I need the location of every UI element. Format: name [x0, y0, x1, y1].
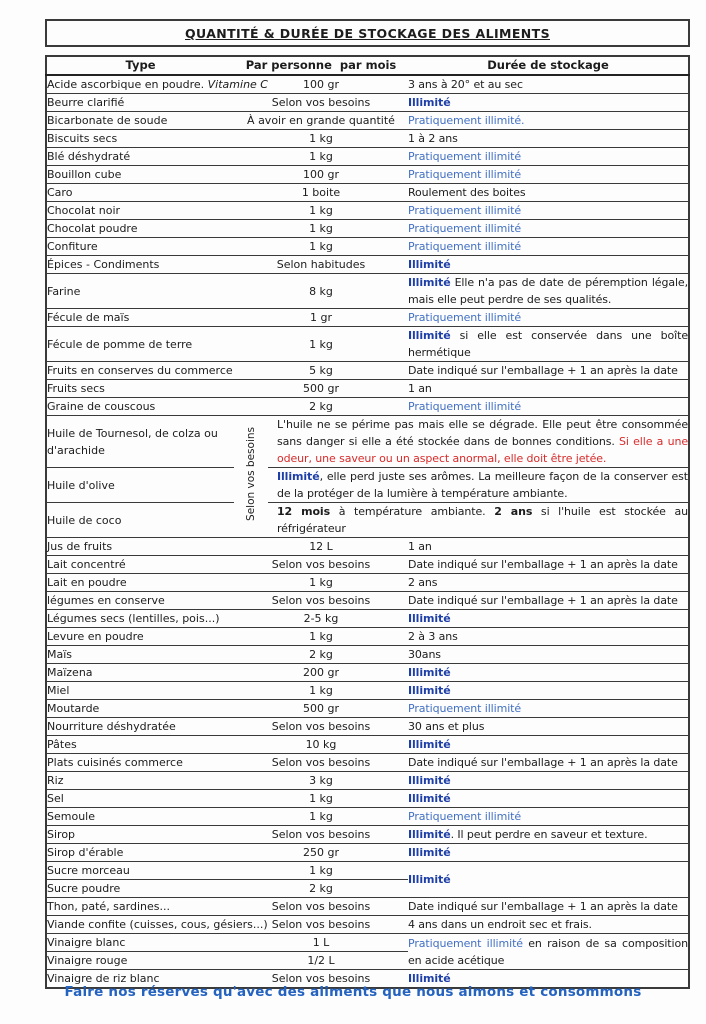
type-cell: Pâtes: [46, 736, 234, 754]
text-segment: Illimité: [408, 96, 451, 109]
table-row: [46, 628, 689, 646]
duree-cell: [408, 628, 689, 646]
table-row: [46, 934, 689, 952]
duree-cell: [408, 592, 689, 610]
qty-cell: 10 kg: [234, 736, 408, 754]
title-box: [45, 19, 690, 47]
duree-cell: [408, 380, 689, 398]
duree-cell: [408, 75, 689, 94]
table-row: [46, 664, 689, 682]
table-row: [46, 238, 689, 256]
table-row: [46, 166, 689, 184]
text-segment: Illimité: [408, 774, 451, 787]
text-segment: si l'huile est stockée au réfrigérateur: [277, 505, 688, 535]
table-row: [46, 844, 689, 862]
type-cell: Chocolat poudre: [46, 220, 234, 238]
table-row: [46, 610, 689, 628]
qty-cell: Selon vos besoins: [234, 898, 408, 916]
text-segment: Pratiquement illimité: [408, 240, 522, 253]
duree-cell: [408, 202, 689, 220]
text-segment: Illimité: [408, 276, 451, 289]
text-segment: si elle est conservée dans une boîte hermétique: [408, 329, 688, 359]
text-segment: 1 an: [408, 540, 432, 553]
text-segment: 1 à 2 ans: [408, 132, 458, 145]
type-cell: Nourriture déshydratée: [46, 718, 234, 736]
table-row: [46, 112, 689, 130]
type-cell: Blé déshydraté: [46, 148, 234, 166]
duree-cell: [408, 772, 689, 790]
text-segment: Date indiqué sur l'emballage + 1 an après la date: [408, 900, 678, 913]
type-cell: Vinaigre blanc: [46, 934, 234, 952]
duree-cell: [408, 220, 689, 238]
duree-cell: [408, 808, 689, 826]
text-segment: Date indiqué sur l'emballage + 1 an après la date: [408, 364, 678, 377]
duree-cell: [408, 862, 689, 898]
text-segment: Pratiquement illimité: [408, 150, 522, 163]
table-row: [46, 148, 689, 166]
type-cell: Lait concentré: [46, 556, 234, 574]
type-cell: Farine: [46, 274, 234, 309]
type-cell: Confiture: [46, 238, 234, 256]
duree-cell: [408, 398, 689, 416]
qty-cell: Selon vos besoins: [234, 754, 408, 772]
duree-cell: [408, 736, 689, 754]
qty-cell: 1 kg: [234, 628, 408, 646]
table-row: [46, 362, 689, 380]
table-row: [46, 898, 689, 916]
text-segment: Pratiquement illimité: [408, 168, 522, 181]
text-segment: Illimité: [408, 666, 451, 679]
duree-cell: [408, 934, 689, 970]
table-row: [46, 75, 689, 94]
type-cell: Sucre poudre: [46, 880, 234, 898]
qty-cell: 2 kg: [234, 880, 408, 898]
text-segment: Illimité: [408, 738, 451, 751]
type-cell: Beurre clarifié: [46, 94, 234, 112]
text-segment: Pratiquement illimité.: [408, 114, 525, 127]
duree-cell: [408, 844, 689, 862]
text-segment: Illimité: [408, 792, 451, 805]
table-row: [46, 682, 689, 700]
duree-cell: [408, 826, 689, 844]
duree-cell: [408, 646, 689, 664]
table-row: [46, 184, 689, 202]
duree-cell: [408, 256, 689, 274]
text-segment: Date indiqué sur l'emballage + 1 an après la date: [408, 756, 678, 769]
qty-cell: 2 kg: [234, 646, 408, 664]
footer-note: Faire nos réserves qu'avec des aliments que nous aimons et consommons: [64, 984, 642, 1000]
text-segment: . Il peut perdre en saveur et texture.: [450, 828, 648, 841]
qty-cell: 500 gr: [234, 380, 408, 398]
duree-cell: [408, 556, 689, 574]
type-cell: Chocolat noir: [46, 202, 234, 220]
qty-cell: 1 kg: [234, 682, 408, 700]
table-row: [46, 574, 689, 592]
table-row: [46, 202, 689, 220]
qty-cell: Selon vos besoins: [234, 556, 408, 574]
qty-cell: Selon vos besoins: [234, 718, 408, 736]
type-cell: Semoule: [46, 808, 234, 826]
type-cell: Vinaigre rouge: [46, 952, 234, 970]
table-row: [46, 646, 689, 664]
text-segment: 2 ans: [408, 576, 438, 589]
qty-cell: 1 kg: [234, 808, 408, 826]
table-row: [46, 790, 689, 808]
text-segment: 12 mois: [277, 505, 331, 518]
type-cell: Sirop: [46, 826, 234, 844]
text-segment: L'huile ne se périme pas mais elle se dégrade. Elle peut être consommée sans danger si elle a été stockée dans de bonnes conditions.: [277, 418, 688, 448]
table-row: [46, 220, 689, 238]
table-row: [46, 256, 689, 274]
qty-cell: 250 gr: [234, 844, 408, 862]
qty-cell: 200 gr: [234, 664, 408, 682]
type-cell: Sucre morceau: [46, 862, 234, 880]
text-segment: Illimité: [408, 329, 451, 342]
type-cell: [46, 75, 268, 94]
qty-cell: 8 kg: [234, 274, 408, 309]
text-segment: Acide ascorbique en poudre.: [47, 78, 208, 91]
text-segment: Pratiquement illimité: [408, 702, 522, 715]
type-cell: Levure en poudre: [46, 628, 234, 646]
text-segment: Vitamine C: [207, 78, 268, 91]
qty-cell: 1 kg: [234, 790, 408, 808]
type-cell: Fruits secs: [46, 380, 234, 398]
page-title: QUANTITÉ & DURÉE DE STOCKAGE DES ALIMENTS: [185, 26, 550, 41]
table-row: [46, 327, 689, 362]
duree-cell: [408, 148, 689, 166]
text-segment: 30ans: [408, 648, 441, 661]
qty-cell: 500 gr: [234, 700, 408, 718]
text-segment: Illimité: [408, 258, 451, 271]
table-row: [46, 862, 689, 880]
qty-cell: 1 kg: [234, 148, 408, 166]
duree-cell: [408, 166, 689, 184]
food-table-body: [46, 75, 689, 988]
text-segment: Date indiqué sur l'emballage + 1 an après la date: [408, 558, 678, 571]
text-segment: Illimité: [408, 972, 451, 985]
table-row: [46, 309, 689, 327]
type-cell: Vinaigre de riz blanc: [46, 970, 234, 989]
qty-vertical-cell: [234, 416, 268, 538]
table-row: [46, 754, 689, 772]
table-row: [46, 718, 689, 736]
table-row-oil: [46, 468, 689, 503]
qty-cell: 1/2 L: [234, 952, 408, 970]
table-row: [46, 538, 689, 556]
food-storage-table: [45, 55, 690, 989]
text-segment: Pratiquement illimité: [408, 810, 522, 823]
duree-cell: [408, 538, 689, 556]
duree-cell: [408, 664, 689, 682]
type-cell: Lait en poudre: [46, 574, 234, 592]
type-cell: Maïzena: [46, 664, 234, 682]
text-segment: Illimité: [408, 846, 451, 859]
qty-cell: 1 kg: [234, 862, 408, 880]
duree-cell: [408, 184, 689, 202]
type-cell: Huile d'olive: [46, 468, 234, 503]
type-cell: Jus de fruits: [46, 538, 234, 556]
table-row: [46, 772, 689, 790]
duree-cell: [408, 754, 689, 772]
text-segment: 3 ans à 20° et au sec: [408, 78, 523, 91]
qty-cell: Selon vos besoins: [234, 916, 408, 934]
text-segment: 2 à 3 ans: [408, 630, 458, 643]
type-cell: Caro: [46, 184, 234, 202]
type-cell: Fécule de maïs: [46, 309, 234, 327]
type-cell: Bicarbonate de soude: [46, 112, 234, 130]
table-row: [46, 916, 689, 934]
qty-cell: À avoir en grande quantité: [234, 112, 408, 130]
type-cell: Viande confite (cuisses, cous, gésiers...): [46, 916, 234, 934]
qty-cell: 1 kg: [234, 574, 408, 592]
qty-cell: 2 kg: [234, 398, 408, 416]
vertical-label: Selon vos besoins: [244, 427, 257, 521]
type-cell: légumes en conserve: [46, 592, 234, 610]
qty-cell: 1 kg: [234, 130, 408, 148]
qty-cell: 100 gr: [234, 75, 408, 94]
qty-cell: 100 gr: [234, 166, 408, 184]
header-duree: Durée de stockage: [408, 56, 689, 75]
type-cell: Maïs: [46, 646, 234, 664]
duree-cell: [408, 130, 689, 148]
header-qty: Par personne par mois: [234, 56, 408, 75]
text-segment: 1 an: [408, 382, 432, 395]
type-cell: Miel: [46, 682, 234, 700]
duree-cell: [408, 94, 689, 112]
text-segment: Pratiquement illimité: [408, 204, 522, 217]
text-segment: Illimité: [408, 828, 451, 841]
duree-cell: [408, 790, 689, 808]
type-cell: Sirop d'érable: [46, 844, 234, 862]
text-segment: Pratiquement illimité: [408, 936, 523, 950]
text-segment: à température ambiante.: [330, 505, 495, 518]
duree-cell: [268, 416, 689, 468]
text-segment: Illimité: [408, 873, 451, 886]
duree-cell: [268, 503, 689, 538]
type-cell: Riz: [46, 772, 234, 790]
table-row: [46, 556, 689, 574]
duree-cell: [408, 327, 689, 362]
duree-cell: [408, 362, 689, 380]
table-row: [46, 398, 689, 416]
duree-cell: [408, 274, 689, 309]
duree-cell: [408, 700, 689, 718]
text-segment: Illimité: [408, 612, 451, 625]
qty-cell: 1 boite: [234, 184, 408, 202]
type-cell: Légumes secs (lentilles, pois...): [46, 610, 234, 628]
duree-cell: [408, 682, 689, 700]
text-segment: Elle n'a pas de date de péremption légale, mais elle peut perdre de ses qualités.: [408, 276, 688, 306]
qty-cell: 1 kg: [234, 220, 408, 238]
table-row: [46, 808, 689, 826]
duree-cell: [268, 468, 689, 503]
type-cell: Thon, paté, sardines...: [46, 898, 234, 916]
table-row-oil: [46, 503, 689, 538]
text-segment: Pratiquement illimité: [408, 311, 522, 324]
table-row: [46, 592, 689, 610]
qty-cell: Selon vos besoins: [234, 826, 408, 844]
type-cell: Fruits en conserves du commerce: [46, 362, 234, 380]
qty-cell: Selon vos besoins: [234, 94, 408, 112]
qty-cell: 1 gr: [234, 309, 408, 327]
text-segment: 30 ans et plus: [408, 720, 485, 733]
table-row: [46, 380, 689, 398]
qty-cell: Selon vos besoins: [234, 970, 408, 989]
text-segment: Si elle a une odeur, une saveur ou un aspect anormal, elle doit être jetée.: [277, 435, 688, 465]
qty-cell: 12 L: [234, 538, 408, 556]
duree-cell: [408, 916, 689, 934]
qty-cell: 3 kg: [234, 772, 408, 790]
qty-cell: 1 kg: [234, 238, 408, 256]
table-row: [46, 130, 689, 148]
text-segment: Pratiquement illimité: [408, 222, 522, 235]
text-segment: Illimité: [277, 470, 320, 483]
qty-cell: 1 kg: [234, 327, 408, 362]
type-cell: Plats cuisinés commerce: [46, 754, 234, 772]
table-row: [46, 736, 689, 754]
type-cell: Épices - Condiments: [46, 256, 234, 274]
qty-cell: 5 kg: [234, 362, 408, 380]
type-cell: Biscuits secs: [46, 130, 234, 148]
table-row: [46, 94, 689, 112]
header-type: Type: [46, 56, 234, 75]
duree-cell: [408, 898, 689, 916]
text-segment: 2 ans: [494, 505, 533, 518]
duree-cell: [408, 309, 689, 327]
table-row: [46, 274, 689, 309]
duree-cell: [408, 718, 689, 736]
qty-cell: Selon vos besoins: [234, 592, 408, 610]
type-cell: Huile de Tournesol, de colza ou d'arachide: [46, 416, 234, 468]
text-segment: 4 ans dans un endroit sec et frais.: [408, 918, 592, 931]
text-segment: Roulement des boites: [408, 186, 526, 199]
text-segment: en raison de sa composition en acide acétique: [408, 936, 688, 967]
duree-cell: [408, 112, 689, 130]
table-row: [46, 826, 689, 844]
type-cell: Graine de couscous: [46, 398, 234, 416]
duree-cell: [408, 574, 689, 592]
duree-cell: [408, 238, 689, 256]
type-cell: Huile de coco: [46, 503, 234, 538]
table-row: [46, 700, 689, 718]
text-segment: , elle perd juste ses arômes. La meilleure façon de la conserver est de la protéger de la lumière à température ambiante.: [277, 470, 688, 500]
type-cell: Moutarde: [46, 700, 234, 718]
duree-cell: [408, 610, 689, 628]
header-row: [46, 56, 689, 75]
type-cell: Fécule de pomme de terre: [46, 327, 234, 362]
type-cell: Sel: [46, 790, 234, 808]
type-cell: Bouillon cube: [46, 166, 234, 184]
text-segment: Date indiqué sur l'emballage + 1 an après la date: [408, 594, 678, 607]
qty-cell: 1 kg: [234, 202, 408, 220]
qty-cell: Selon habitudes: [234, 256, 408, 274]
text-segment: Pratiquement illimité: [408, 400, 522, 413]
qty-cell: 2-5 kg: [234, 610, 408, 628]
table-row-oil: [46, 416, 689, 468]
qty-cell: 1 L: [234, 934, 408, 952]
text-segment: Illimité: [408, 684, 451, 697]
